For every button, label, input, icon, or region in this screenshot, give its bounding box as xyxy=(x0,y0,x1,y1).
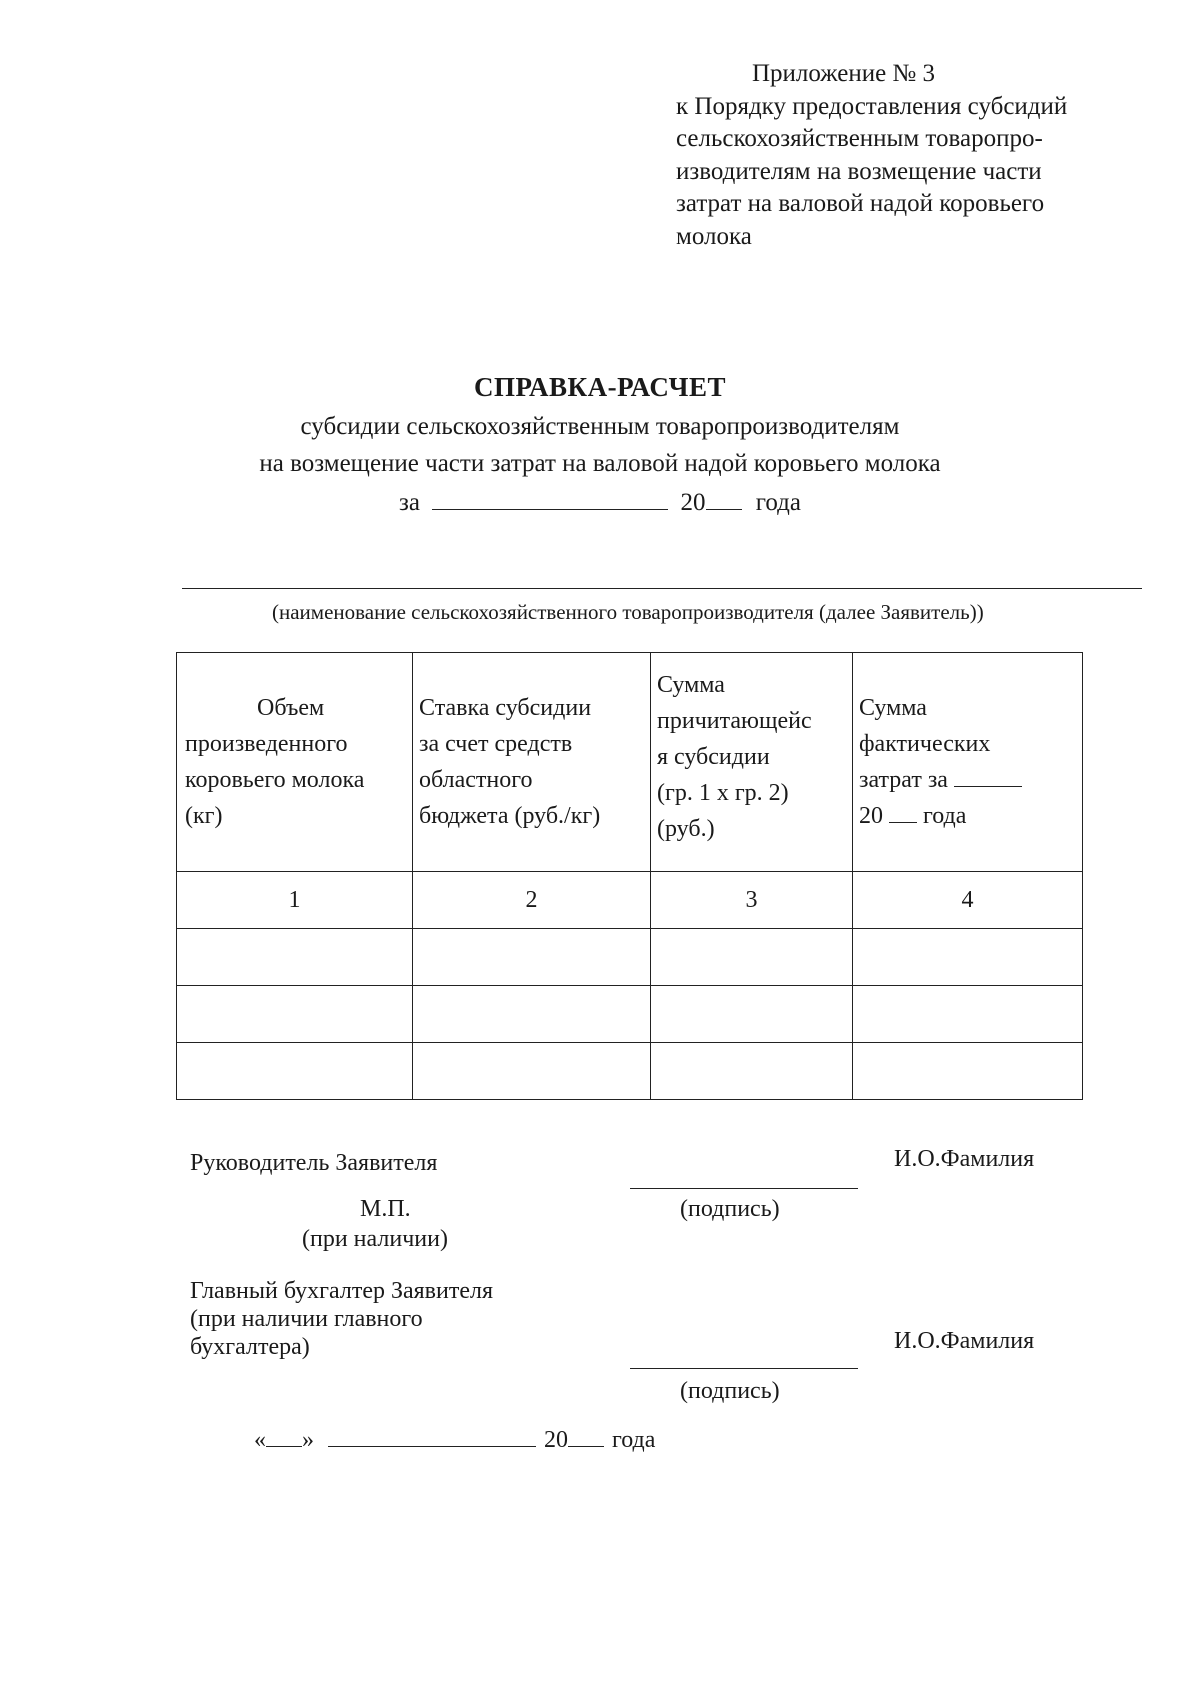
header-cell-rate: Ставка субсидии за счет средств областного бюджета (руб./кг) xyxy=(413,653,651,872)
period-year: 20 xyxy=(680,489,706,516)
table-column-numbers-row xyxy=(177,872,1083,929)
column-number: 3 xyxy=(651,872,853,929)
accountant-note: (при наличии главного xyxy=(190,1306,423,1332)
table-row xyxy=(177,1043,1083,1100)
table-cell[interactable] xyxy=(413,1043,651,1100)
document-subtitle: на возмещение части затрат на валовой надой коровьего молока xyxy=(259,450,941,477)
appendix-number: Приложение № 3 xyxy=(752,60,936,87)
head-name: И.О.Фамилия xyxy=(894,1146,1035,1172)
period-line xyxy=(0,487,1200,517)
table-row xyxy=(177,986,1083,1043)
head-signature-caption: (подпись) xyxy=(680,1196,780,1222)
accountant-note: бухгалтера) xyxy=(190,1334,310,1360)
costs-period-blank[interactable] xyxy=(954,764,1022,787)
table-cell[interactable] xyxy=(177,1043,413,1100)
appendix-reference xyxy=(676,58,1106,253)
accountant-name: И.О.Фамилия xyxy=(894,1328,1035,1354)
table-cell[interactable] xyxy=(651,1043,853,1100)
date-year: 20 xyxy=(544,1427,568,1453)
head-signature-line[interactable] xyxy=(630,1188,858,1189)
applicant-name-line[interactable] xyxy=(182,588,1142,589)
column-number: 4 xyxy=(853,872,1083,929)
period-prefix: за xyxy=(399,489,420,516)
date-line xyxy=(254,1424,655,1454)
date-year-blank[interactable] xyxy=(568,1424,604,1447)
date-suffix: года xyxy=(612,1427,656,1453)
appendix-line: молока xyxy=(676,222,752,250)
period-suffix: года xyxy=(755,489,801,516)
applicant-caption: (наименование сельскохозяйственного товаропроизводителя (далее Заявитель)) xyxy=(272,600,984,624)
stamp-label: М.П. xyxy=(360,1196,411,1222)
period-blank[interactable] xyxy=(432,487,668,510)
head-label: Руководитель Заявителя xyxy=(190,1150,438,1176)
date-day-blank[interactable] xyxy=(266,1424,302,1447)
table-cell[interactable] xyxy=(177,986,413,1043)
table-cell[interactable] xyxy=(413,929,651,986)
accountant-signature-caption: (подпись) xyxy=(680,1378,780,1404)
appendix-line: изводителям на возмещение части xyxy=(676,157,1042,185)
appendix-line: сельскохозяйственным товаропро- xyxy=(676,125,1043,152)
table-header-row xyxy=(177,653,1083,872)
table-cell[interactable] xyxy=(853,1043,1083,1100)
costs-year-blank[interactable] xyxy=(889,800,917,823)
header-cell-actual-costs: Сумма фактических затрат за 20 года xyxy=(853,653,1083,872)
stamp-note: (при наличии) xyxy=(302,1226,448,1252)
calculation-table xyxy=(176,652,1083,1100)
table-cell[interactable] xyxy=(413,986,651,1043)
accountant-signature-line[interactable] xyxy=(630,1368,858,1369)
header-cell-volume: Объем произведенного коровьего молока (кг) xyxy=(177,653,413,872)
table-cell[interactable] xyxy=(177,929,413,986)
date-open-quote: « xyxy=(254,1427,266,1453)
column-number: 1 xyxy=(177,872,413,929)
column-number: 2 xyxy=(413,872,651,929)
date-month-blank[interactable] xyxy=(328,1424,536,1447)
table-cell[interactable] xyxy=(651,986,853,1043)
table-row xyxy=(177,929,1083,986)
document-title: СПРАВКА-РАСЧЕТ xyxy=(474,372,726,402)
accountant-label: Главный бухгалтер Заявителя xyxy=(190,1278,494,1304)
table-cell[interactable] xyxy=(651,929,853,986)
appendix-line: затрат на валовой надой коровьего xyxy=(676,190,1045,217)
period-year-blank[interactable] xyxy=(706,487,742,510)
table-cell[interactable] xyxy=(853,929,1083,986)
date-close-quote: » xyxy=(302,1427,314,1453)
appendix-line: к Порядку предоставления субсидий xyxy=(676,92,1068,120)
table-cell[interactable] xyxy=(853,986,1083,1043)
header-cell-subsidy-sum: Сумма причитающейс я субсидии (гр. 1 х гр. 2) (руб.) xyxy=(651,653,853,872)
document-subtitle: субсидии сельскохозяйственным товаропроизводителям xyxy=(300,413,900,440)
